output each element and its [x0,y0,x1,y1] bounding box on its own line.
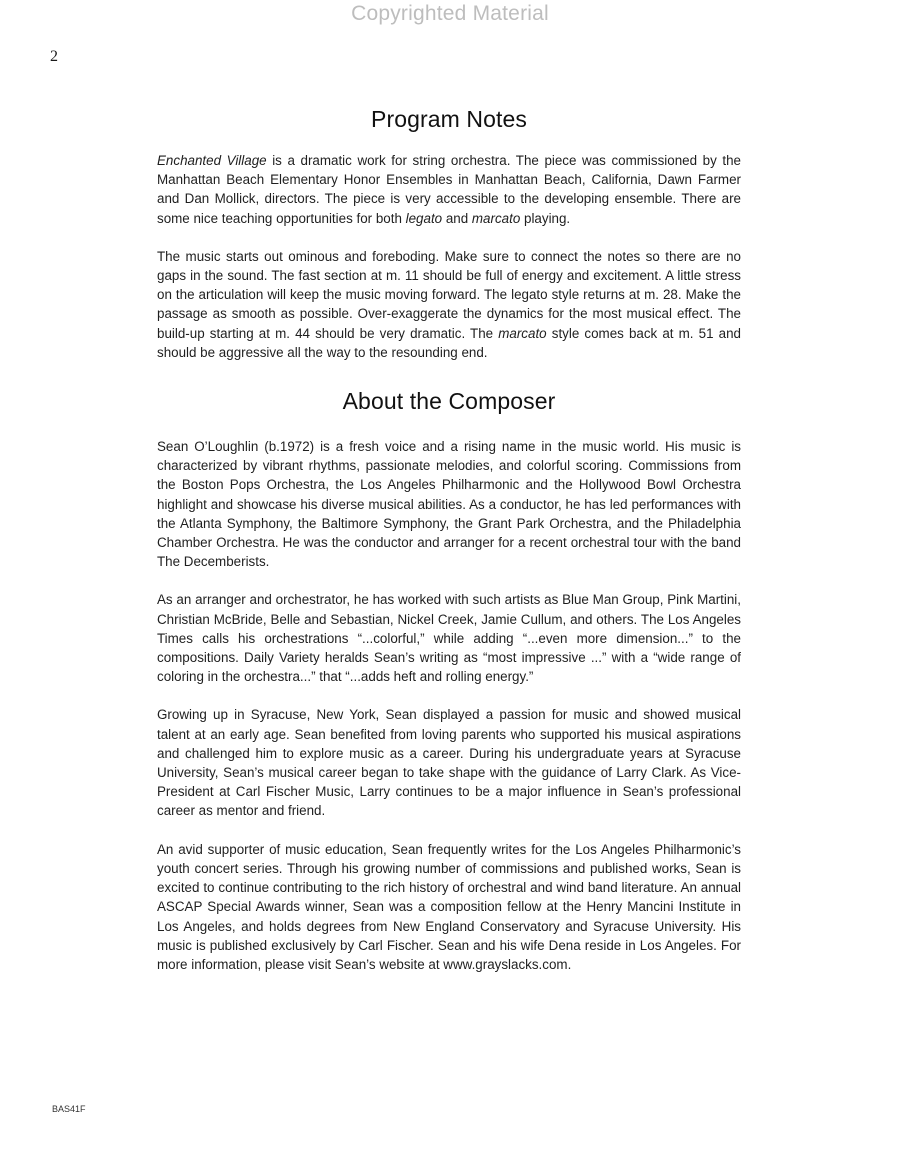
composer-paragraph-4: An avid supporter of music education, Sean frequently writes for the Los Angeles Philharmonic’s youth concert series. Through his growing number of commissions and published works, Sean is excited to continue contributing to the rich history of orchestral and wind band literature. An annual ASCAP Special Awards winner, Sean was a composition fellow at the Henry Mancini Institute in Los Angeles, and holds degrees from New England Conservatory and Syracuse University. His music is published exclusively by Carl Fischer. Sean and his wife Dena reside in Los Angeles. For more information, please visit Sean’s website at www.grayslacks.com. [157,841,741,972]
page-number: 2 [50,48,58,65]
about-composer-heading: About the Composer [342,388,556,415]
piece-title: Enchanted Village [157,153,267,168]
legato-term: legato [405,210,443,226]
program-notes-heading: Program Notes [371,106,527,132]
composer-paragraph-3: Growing up in Syracuse, New York, Sean displayed a passion for music and showed musical talent at an early age. Sean benefited from loving parents who supported his musical aspirations and challenged him to explore music as a career. During his undergraduate years at Syracuse University, Sean’s musical career began to take shape with the guidance of Larry Clark. As Vice-President at Carl Fischer Music, Larry continues to be a major influence in Sean’s professional career as mentor and friend. [157,707,741,819]
marcato-term: marcato [471,210,521,226]
program-notes-paragraph-1: Enchanted Village is a dramatic work for string orchestra. The piece was commissioned by the Manhattan Beach Elementary Honor Ensembles in Manhattan Beach, California, Dawn Farmer and Dan Mollick, directors. The piece is very accessible to the developing ensemble. There are some nice teaching opportunities for both legato and marcato playing. [157,153,741,226]
marcato-term: marcato [498,325,547,341]
composer-paragraph-1: Sean O’Loughlin (b.1972) is a fresh voice and a rising name in the music world. His music is characterized by vibrant rhythms, passionate melodies, and colorful scoring. Commissions from the Boston Pops Orchestra, the Los Angeles Philharmonic and the Hollywood Bowl Orchestra highlight and showcase his diverse musical abilities. As a conductor, he has led performances with the Atlanta Symphony, the Baltimore Symphony, the Grant Park Orchestra, and the Philadelphia Chamber Orchestra. He was the conductor and arranger for a recent orchestral tour with the band The Decemberists. [157,439,741,570]
page-content [157,100,741,993]
composer-paragraph-2: As an arranger and orchestrator, he has worked with such artists as Blue Man Group, Pink Martini, Christian McBride, Belle and Sebastian, Nickel Creek, Jamie Cullum, and others. The Los Angeles Times calls his orchestrations “...colorful,” while adding “...even more dimension...” to the compositions. Daily Variety heralds Sean’s writing as “most impressive ...” with a “wide range of coloring in the orchestra...” that “...adds heft and rolling energy.” [157,592,741,685]
copyright-watermark: Copyrighted Material [351,2,549,25]
catalog-code: BAS41F [52,1104,86,1114]
program-notes-paragraph-2: The music starts out ominous and foreboding. Make sure to connect the notes so there are no gaps in the sound. The fast section at m. 11 should be full of energy and excitement. A little stress on the articulation will keep the music moving forward. The legato style returns at m. 28. Make the passage as smooth as possible. Over-exaggerate the dynamics for the most musical effect. The build-up starting at m. 44 should be very dramatic. The marcato style comes back at m. 51 and should be aggressive all the way to the resounding end. [157,248,741,360]
